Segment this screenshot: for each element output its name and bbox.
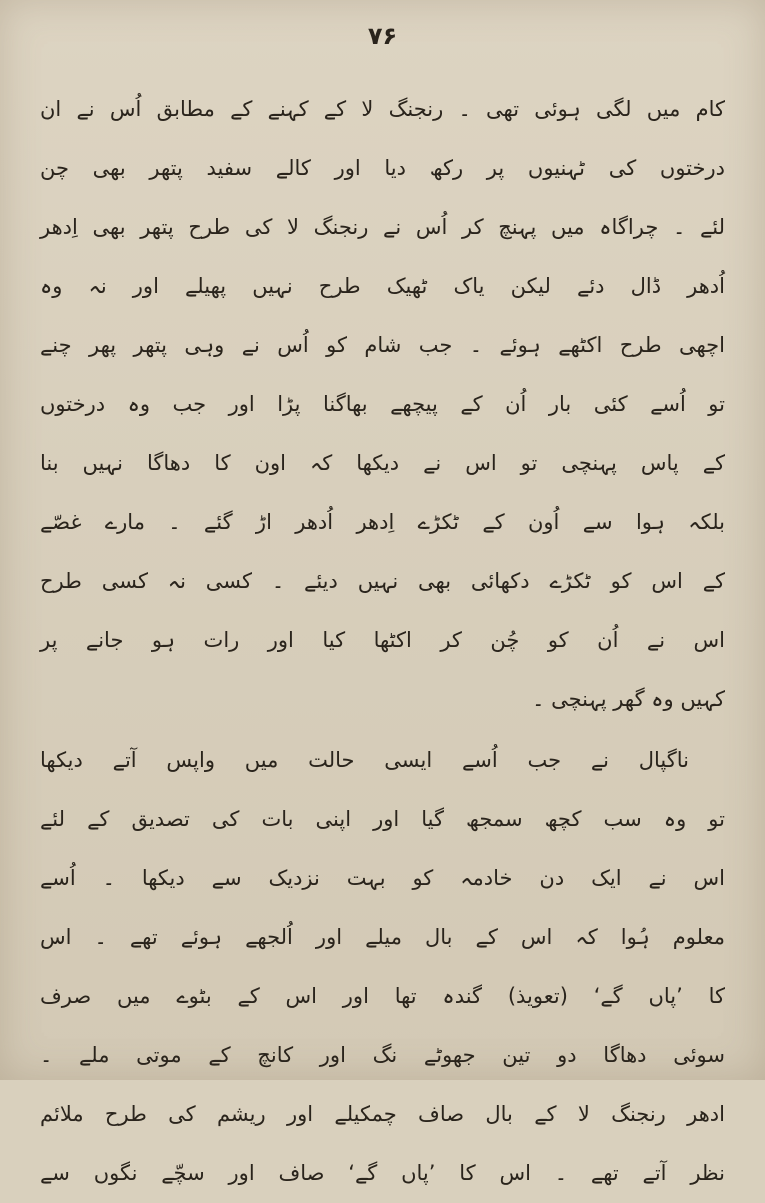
text-line: تو وہ سب کچھ سمجھ گیا اور اپنی بات کی تصدیق کے لئے — [40, 807, 725, 831]
text-line: تو اُسے کئی بار اُن کے پیچھے بھاگنا پڑا اور جب وہ درختوں — [40, 392, 725, 416]
page-number: ۷۶ — [367, 22, 398, 50]
text-line: کے اس کو ٹکڑے دکھائی بھی نہیں دیئے ۔ کسی نہ کسی طرح — [40, 569, 725, 593]
text-line: اس نے اُن کو چُن کر اکٹھا کیا اور رات ہو جانے پر — [40, 628, 725, 652]
paragraph-1 — [40, 80, 725, 729]
text-line: ناگپال نے جب اُسے ایسی حالت میں واپس آتے دیکھا — [40, 748, 689, 772]
text-line: اچھی طرح اکٹھے ہوئے ۔ جب شام کو اُس نے وہی پتھر پھر چنے — [40, 333, 725, 357]
text-line: کام میں لگی ہوئی تھی ۔ رنجنگ لا کے کہنے کے مطابق اُس نے ان — [40, 97, 725, 121]
text-line: کہیں وہ گھر پہنچی ۔ — [532, 687, 725, 711]
text-line: اس نے ایک دن خادمہ کو بہت نزدیک سے دیکھا ۔ اُسے — [40, 866, 725, 890]
text-line: درختوں کی ٹہنیوں پر رکھ دیا اور کالے سفید پتھر بھی چن — [40, 156, 725, 180]
text-line: نظر آتے تھے ۔ اس کا ’پاں گے‘ صاف اور سچّے نگوں سے — [40, 1161, 725, 1185]
text-line: کے پاس پہنچی تو اس نے دیکھا کہ اون کا دھاگا نہیں بنا — [40, 451, 725, 475]
page-body — [40, 80, 725, 1203]
text-line: لئے ۔ چراگاہ میں پہنچ کر اُس نے رنجنگ لا کی طرح پتھر بھی اِدھر — [40, 215, 725, 239]
text-line: اُدھر ڈال دئے لیکن یاک ٹھیک طرح نہیں پھیلے اور نہ وہ — [40, 274, 725, 298]
text-line: کا ’پاں گے‘ (تعویذ) گندہ تھا اور اس کے بٹوے میں صرف — [40, 984, 725, 1008]
paragraph-2 — [40, 731, 725, 1203]
text-line: ادھر رنجنگ لا کے بال صاف چمکیلے اور ریشم کی طرح ملائم — [40, 1102, 725, 1126]
text-line: معلوم ہُوا کہ اس کے بال میلے اور اُلجھے ہوئے تھے ۔ اس — [40, 925, 725, 949]
text-line: بلکہ ہوا سے اُون کے ٹکڑے اِدھر اُدھر اڑ گئے ۔ مارے غصّے — [40, 510, 725, 534]
text-line: سوئی دھاگا دو تین جھوٹے نگ اور کانچ کے موتی ملے ۔ — [40, 1043, 725, 1067]
